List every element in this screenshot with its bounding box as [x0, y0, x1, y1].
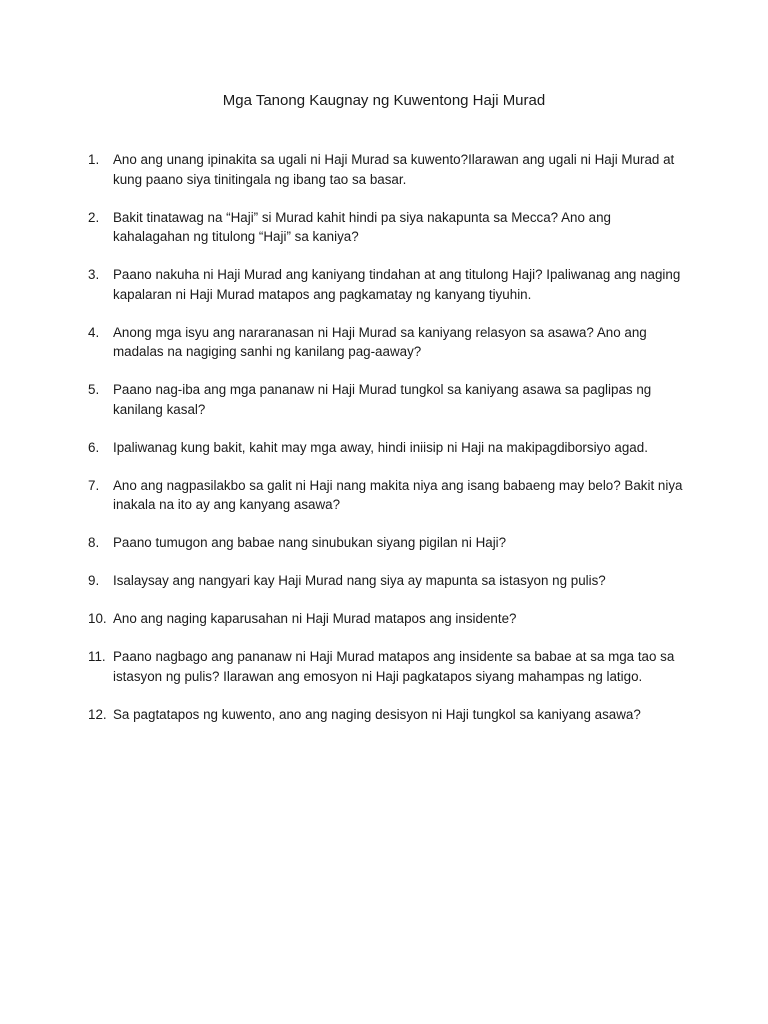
question-number: 6.: [88, 439, 100, 455]
question-item: [88, 476, 688, 515]
question-text: Anong mga isyu ang nararanasan ni Haji Murad sa kaniyang relasyon sa asawa? Ano ang madalas na nagiging sanhi ng kanilang pag-aaway?: [113, 324, 647, 359]
question-text: Paano nagbago ang pananaw ni Haji Murad matapos ang insidente sa babae at sa mga tao sa istasyon ng pulis? Ilarawan ang emosyon ni Haji pagkatapos siyang mahampas ng latigo.: [113, 649, 675, 684]
question-text: Sa pagtatapos ng kuwento, ano ang naging desisyon ni Haji tungkol sa kaniyang asawa?: [113, 706, 641, 722]
question-item: [88, 380, 688, 419]
question-number: 2.: [88, 209, 100, 225]
question-list: [88, 150, 688, 743]
question-item: [88, 705, 688, 725]
document-title: Mga Tanong Kaugnay ng Kuwentong Haji Murad: [222, 92, 546, 109]
question-number: 4.: [88, 324, 100, 340]
question-text: Paano nakuha ni Haji Murad ang kaniyang tindahan at ang titulong Haji? Ipaliwanag ang naging kapalaran ni Haji Murad matapos ang pagkamatay ng kanyang tiyuhin.: [113, 267, 681, 302]
question-item: [88, 150, 688, 189]
question-text: Ano ang nagpasilakbo sa galit ni Haji nang makita niya ang isang babaeng may belo? Bakit niya inakala na ito ay ang kanyang asawa?: [113, 477, 683, 512]
question-item: [88, 647, 688, 686]
question-item: [88, 609, 688, 629]
question-text: Paano tumugon ang babae nang sinubukan siyang pigilan ni Haji?: [113, 535, 507, 550]
question-text: Ano ang unang ipinakita sa ugali ni Haji Murad sa kuwento?Ilarawan ang ugali ni Haji Murad at kung paano siya tinitingala ng ibang tao sa basar.: [113, 152, 675, 187]
question-item: [88, 533, 688, 553]
question-text: Ipaliwanag kung bakit, kahit may mga away, hindi iniisip ni Haji na makipagdiborsiyo agad.: [113, 439, 648, 455]
question-number: 11.: [88, 649, 106, 664]
question-item: [88, 265, 688, 304]
question-item: [88, 438, 688, 458]
question-number: 9.: [88, 573, 100, 588]
question-number: 3.: [88, 267, 100, 282]
question-text: Paano nag-iba ang mga pananaw ni Haji Murad tungkol sa kaniyang asawa sa paglipas ng kanilang kasal?: [113, 382, 652, 417]
question-text: Bakit tinatawag na “Haji” si Murad kahit hindi pa siya nakapunta sa Mecca? Ano ang kahalagahan ng titulong “Haji” sa kaniya?: [113, 209, 611, 244]
question-number: 5.: [88, 382, 100, 397]
question-text: Isalaysay ang nangyari kay Haji Murad nang siya ay mapunta sa istasyon ng pulis?: [113, 573, 606, 588]
question-number: 7.: [88, 477, 100, 493]
question-number: 8.: [88, 535, 100, 550]
question-text: Ano ang naging kaparusahan ni Haji Murad matapos ang insidente?: [113, 611, 517, 626]
question-item: [88, 571, 688, 591]
question-number: 1.: [88, 152, 100, 167]
question-number: 12.: [88, 706, 107, 722]
question-item: [88, 208, 688, 247]
question-number: 10.: [88, 611, 107, 626]
question-item: [88, 323, 688, 362]
